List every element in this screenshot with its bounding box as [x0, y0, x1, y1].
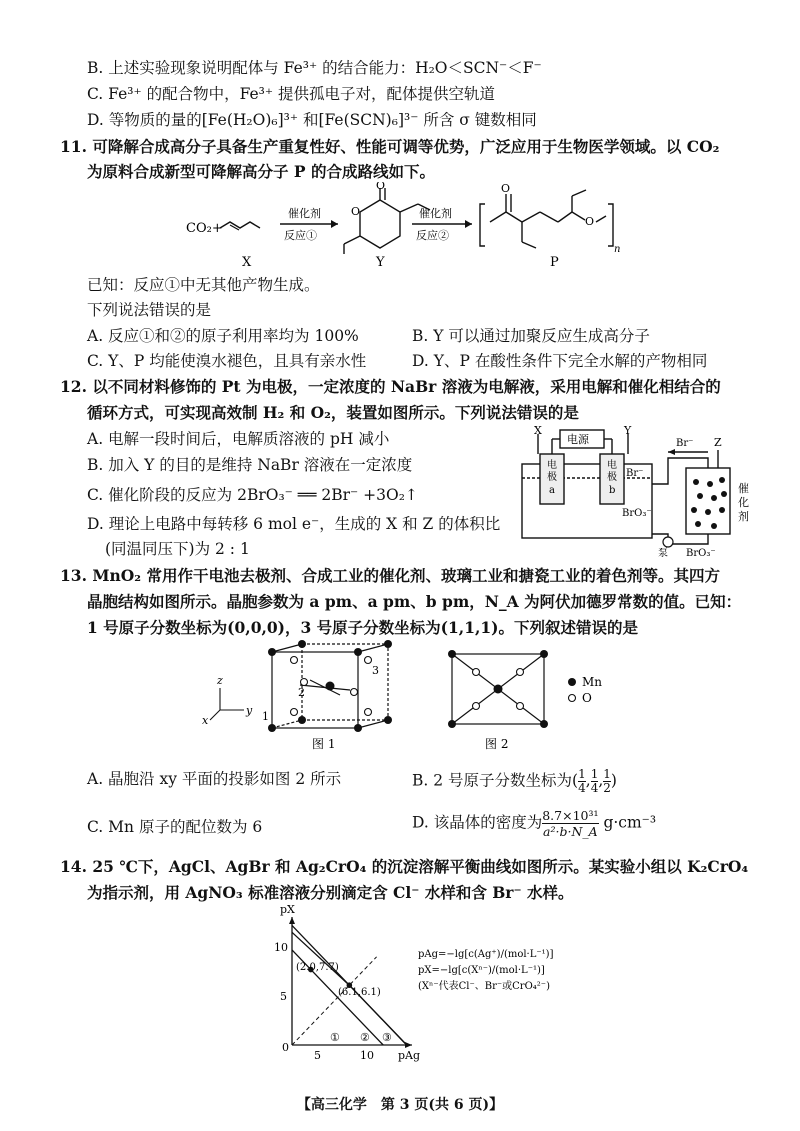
density-num: 8.7×10³¹ [542, 808, 599, 823]
figure-1-caption: 图 1 [312, 737, 336, 751]
legend-mn: Mn [582, 675, 603, 689]
reaction-2-label: 反应② [416, 229, 449, 242]
label-p: P [550, 255, 559, 270]
curve-2-label: ② [360, 1031, 370, 1044]
question-12-stem: 12. 以不同材料修饰的 Pt 为电极，一定浓度的 NaBr 溶液为电解液，采用电解和催化相结合的 [60, 377, 721, 396]
catalyst-char-3: 剂 [738, 510, 749, 523]
definition-pag: pAg=−lg[c(Ag⁺)/(mol·L⁻¹)] [418, 949, 554, 960]
option-11b: B. Y 可以通过加聚反应生成高分子 [412, 327, 650, 345]
compound-y-structure [344, 188, 430, 254]
origin-label: 0 [282, 1041, 289, 1054]
electrode-b-char-2: 极 [607, 472, 617, 483]
synthesis-scheme [180, 182, 620, 272]
option-12d: D. 理论上电路中每转移 6 mol e⁻，生成的 X 和 Z 的体积比 [87, 515, 501, 533]
label-x: X [242, 255, 252, 270]
solubility-graph [250, 905, 590, 1065]
electrode-a-char-2: 极 [547, 472, 557, 483]
catalyst-char-2: 化 [738, 496, 749, 509]
option-10d: D. 等物质的量的[Fe(H₂O)₆]³⁺ 和[Fe(SCN)₆]³⁻ 所含 σ 键数相同 [87, 111, 537, 129]
option-13b: B. 2 号原子分数坐标为($\frac{1}{4}$ $,\frac{1}{4}$ $,\frac{1}{2}$ ) [412, 767, 617, 795]
option-11d: D. Y、P 在酸性条件下完全水解的产物相同 [412, 352, 708, 370]
electrode-a-char-1: 电 [547, 460, 557, 471]
label-x-gas: X [534, 424, 542, 437]
frac-1-den: 4 [578, 781, 586, 795]
axis-z-label: z [217, 674, 223, 687]
catalyst-char-1: 催 [738, 482, 749, 495]
question-13-stem-2: 晶胞结构如图所示。晶胞参数为 a pm、a pm、b pm，N_A 为阿伏加德罗常数的值。已知： [87, 592, 742, 611]
density-fraction [542, 808, 598, 839]
svg-text:O: O [376, 182, 386, 192]
svg-text:O: O [585, 215, 595, 228]
electrode-b-char-3: b [609, 485, 616, 496]
label-y-input: Y [624, 424, 632, 437]
bro3-bottom-label: BrO₃⁻ [686, 548, 716, 558]
option-13d: D. 该晶体的密度为$\frac{\text{8.7×10³¹}}{\text{a²·b·N\_A}}$ g·cm⁻³ [412, 808, 657, 839]
curve-3-label: ③ [382, 1031, 392, 1044]
density-den: a²·b·N_A [543, 824, 598, 839]
option-11c: C. Y、P 均能使溴水褪色，且具有亲水性 [87, 352, 367, 370]
electrode-a-char-3: a [549, 485, 555, 496]
pump-label: 泵 [658, 548, 668, 558]
x-tick-5: 5 [314, 1049, 321, 1062]
atom-3-label: 3 [372, 664, 379, 677]
br-in-label: Br⁻ [626, 468, 644, 479]
axis-icon [210, 688, 244, 720]
catalyst-2-label: 催化剂 [419, 207, 452, 220]
crystal-figures [190, 640, 630, 755]
question-14-stem-2: 为指示剂，用 AgNO₃ 标准溶液分别滴定含 Cl⁻ 水样和含 Br⁻ 水样。 [87, 883, 574, 902]
question-13-stem-3: 1 号原子分数坐标为(0,0,0)，3 号原子分数坐标为(1,1,1)。下列叙述错误的是 [87, 618, 638, 637]
svg-text:O: O [351, 205, 361, 218]
legend-mn-icon [568, 678, 576, 686]
option-12b: B. 加入 Y 的目的是维持 NaBr 溶液在一定浓度 [87, 456, 413, 474]
curve-1-label: ① [330, 1031, 340, 1044]
frac-3-den: 2 [603, 781, 611, 795]
bro3-mid-label: BrO₃⁻ [622, 508, 652, 519]
y-axis-label: pX [280, 905, 295, 916]
option-12c: C. 催化阶段的反应为 2BrO₃⁻ ══ 2Br⁻ +3O₂↑ [87, 486, 418, 504]
electrolysis-apparatus [518, 424, 758, 558]
q11-known: 已知：反应①中无其他产物生成。 [87, 276, 320, 294]
power-label: 电源 [567, 433, 589, 446]
option-10c: C. Fe³⁺ 的配合物中，Fe³⁺ 提供孤电子对，配体提供空轨道 [87, 85, 495, 103]
option-10b: B. 上述实验现象说明配体与 Fe³⁺ 的结合能力：H₂O＜SCN⁻＜F⁻ [87, 59, 542, 77]
electrode-b-char-1: 电 [607, 460, 617, 471]
option-13c: C. Mn 原子的配位数为 6 [87, 818, 263, 836]
question-11-stem: 11. 可降解合成高分子具备生产重复性好、性能可调等优势，广泛应用于生物医学领域。以 CO₂ [60, 137, 720, 156]
q11-ask: 下列说法错误的是 [87, 301, 212, 319]
legend-o: O [582, 691, 592, 705]
butadiene-structure [220, 222, 260, 228]
atom-2-label: 2 [298, 686, 305, 699]
definition-xn: (Xⁿ⁻代表Cl⁻、Br⁻或CrO₄²⁻) [418, 981, 550, 992]
frac-3-num: 1 [603, 767, 611, 781]
option-13b-prefix: B. 2 号原子分数坐标为 [412, 771, 573, 790]
option-11a: A. 反应①和②的原子利用率均为 100% [87, 327, 359, 345]
x-tick-10: 10 [360, 1049, 374, 1062]
annotation-point-1: (2.0,7.7) [296, 962, 339, 973]
label-z-gas: Z [714, 436, 722, 449]
frac-2 [591, 768, 599, 795]
atom-1-label: 1 [262, 710, 269, 723]
density-unit: g·cm⁻³ [603, 813, 657, 832]
annotation-point-2: (6.1,6.1) [338, 987, 381, 998]
option-12d-2: (同温同压下)为 2 : 1 [105, 540, 250, 558]
co2-label: CO₂+ [186, 221, 223, 236]
pump-icon [663, 537, 673, 547]
axis-y-label: y [246, 704, 253, 717]
label-y: Y [376, 255, 385, 270]
frac-2-den: 4 [590, 781, 599, 795]
axis-x-label: x [202, 714, 209, 727]
figure-2-caption: 图 2 [485, 737, 509, 751]
frac-1-num: 1 [578, 767, 586, 781]
question-14-stem: 14. 25 ℃下，AgCl、AgBr 和 Ag₂CrO₄ 的沉淀溶解平衡曲线如图所示。某实验小组以 K₂CrO₄ [60, 857, 749, 876]
y-tick-5: 5 [280, 990, 287, 1003]
option-13a: A. 晶胞沿 xy 平面的投影如图 2 所示 [87, 770, 342, 788]
frac-2-num: 1 [590, 767, 599, 781]
legend-o-icon [569, 695, 576, 702]
frac-1 [578, 768, 586, 795]
svg-text:O: O [501, 182, 511, 195]
y-tick-10: 10 [274, 941, 288, 954]
br-top-label: Br⁻ [676, 438, 694, 449]
page-footer: 【高三化学 第 3 页(共 6 页)】 [296, 1097, 504, 1113]
frac-3 [603, 768, 611, 795]
option-12a: A. 电解一段时间后，电解质溶液的 pH 减小 [87, 430, 390, 448]
definition-px: pX=−lg[c(Xⁿ⁻)/(mol·L⁻¹)] [418, 965, 545, 976]
reaction-1-label: 反应① [284, 229, 317, 242]
question-12-stem-2: 循环方式，可实现高效制 H₂ 和 O₂，装置如图所示。下列说法错误的是 [87, 403, 579, 422]
catalyst-1-label: 催化剂 [288, 207, 321, 220]
question-11-stem-2: 为原料合成新型可降解高分子 P 的合成路线如下。 [87, 162, 435, 181]
question-13-stem: 13. MnO₂ 常用作干电池去极剂、合成工业的催化剂、玻璃工业和搪瓷工业的着色剂等。其四方 [60, 566, 720, 585]
x-axis-label: pAg [398, 1049, 421, 1062]
polymer-n: n [614, 244, 620, 255]
